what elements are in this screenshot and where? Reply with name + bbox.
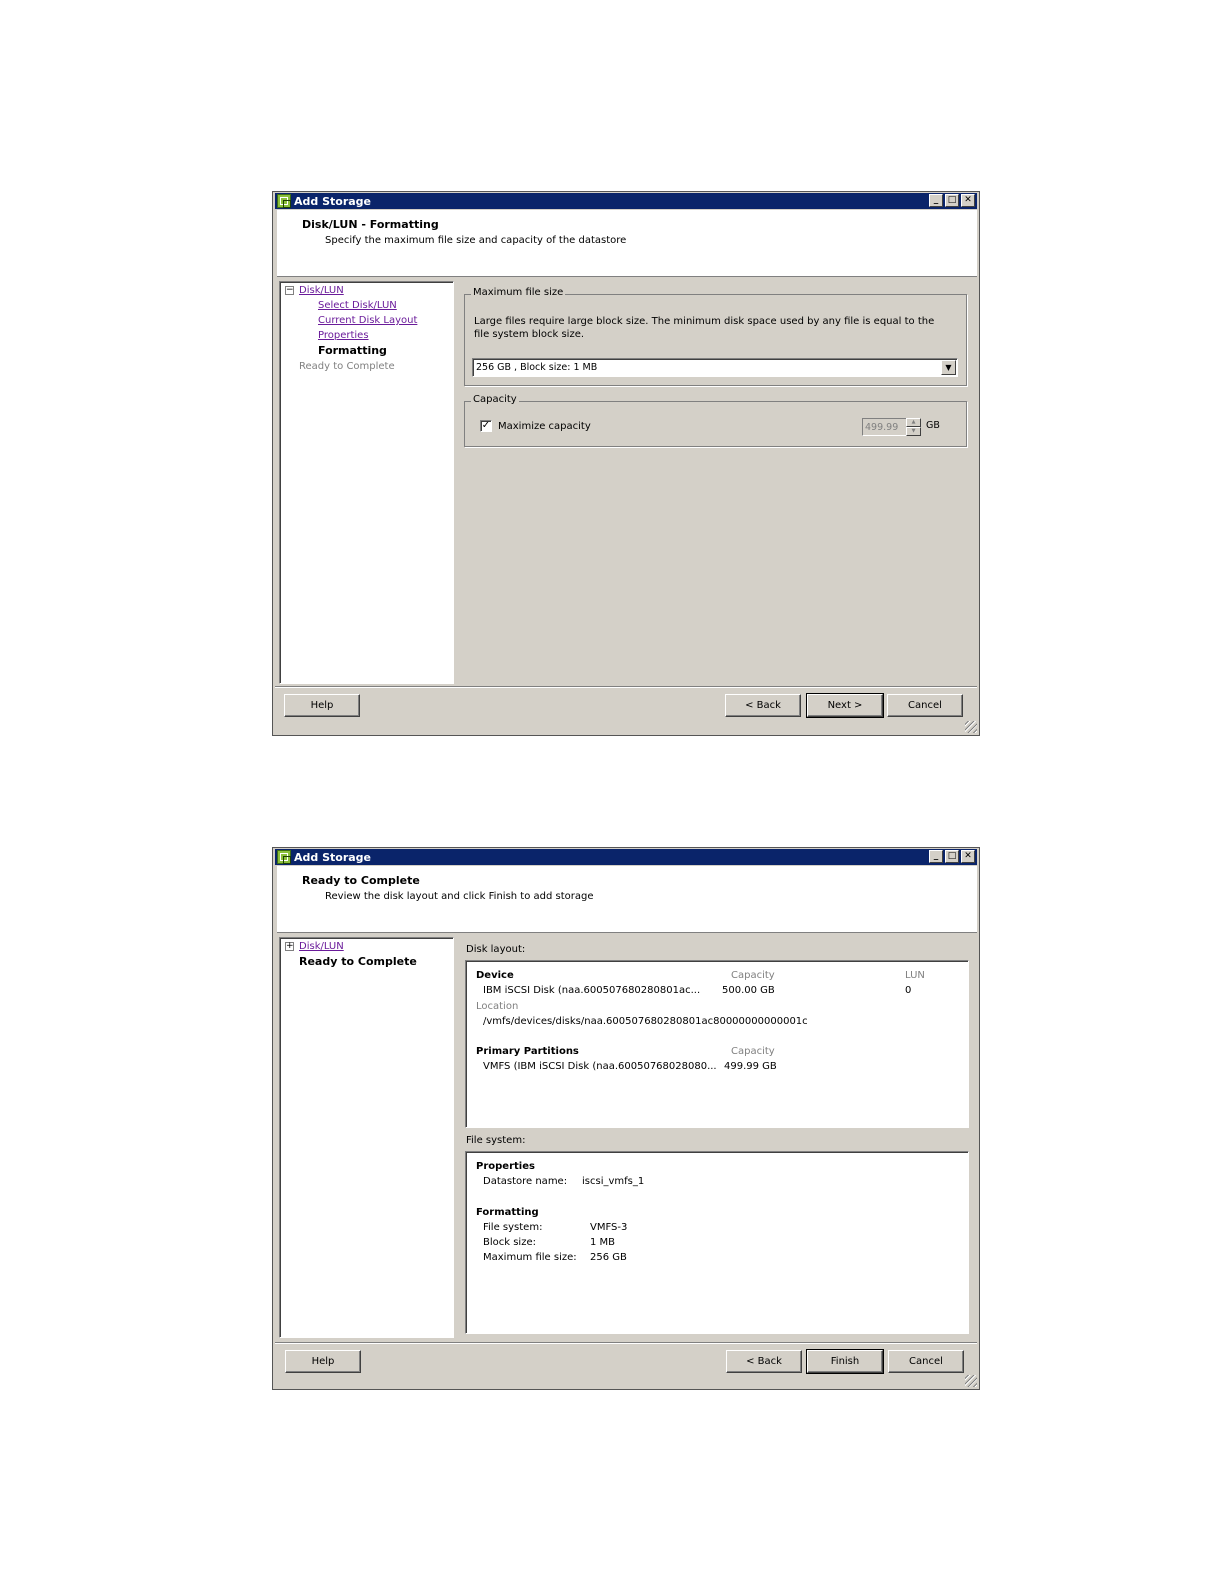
partitions-capacity-header: Capacity bbox=[731, 1046, 775, 1057]
file-system-label: File system: bbox=[466, 1135, 526, 1146]
minimize-button[interactable]: _ bbox=[929, 850, 943, 863]
partition-name: VMFS (IBM iSCSI Disk (naa.60050768028080... bbox=[483, 1061, 717, 1072]
chevron-down-icon[interactable]: ▼ bbox=[941, 360, 956, 375]
maximize-button[interactable]: □ bbox=[945, 850, 959, 863]
minimize-button[interactable]: _ bbox=[929, 194, 943, 207]
title-bar[interactable] bbox=[275, 193, 977, 209]
block-size-select[interactable] bbox=[472, 358, 958, 377]
disk-layout-label: Disk layout: bbox=[466, 944, 526, 955]
max-file-size-group bbox=[464, 287, 967, 386]
device-name: IBM iSCSI Disk (naa.600507680280801ac... bbox=[483, 985, 701, 996]
wizard-header bbox=[277, 866, 977, 933]
max-file-size-legend: Maximum file size bbox=[473, 287, 564, 298]
device-lun: 0 bbox=[905, 985, 912, 996]
close-button[interactable]: ✕ bbox=[961, 194, 975, 207]
capacity-group bbox=[464, 394, 967, 447]
close-button[interactable]: ✕ bbox=[961, 850, 975, 863]
window-title: Add Storage bbox=[294, 850, 372, 864]
back-button[interactable]: < Back bbox=[726, 1350, 802, 1373]
wizard-steps-nav bbox=[279, 937, 454, 1338]
datastore-name-value: iscsi_vmfs_1 bbox=[582, 1176, 645, 1187]
capacity-input[interactable]: 499.99 bbox=[862, 418, 907, 436]
nav-step-ready-to-complete: Ready to Complete bbox=[299, 361, 395, 372]
lun-header: LUN bbox=[905, 970, 925, 981]
vsphere-app-icon bbox=[277, 194, 291, 208]
location-header: Location bbox=[476, 1001, 519, 1012]
nav-step-properties[interactable]: Properties bbox=[318, 330, 369, 341]
vsphere-app-icon bbox=[277, 850, 291, 864]
nav-step-formatting: Formatting bbox=[318, 344, 387, 357]
cancel-button[interactable]: Cancel bbox=[887, 694, 963, 717]
nav-step-current-disk-layout[interactable]: Current Disk Layout bbox=[318, 315, 418, 326]
resize-grip-icon[interactable] bbox=[965, 721, 977, 733]
cancel-button[interactable]: Cancel bbox=[888, 1350, 964, 1373]
datastore-name-label: Datastore name: bbox=[483, 1176, 568, 1187]
partition-capacity: 499.99 GB bbox=[724, 1061, 777, 1072]
block-size-value: 256 GB , Block size: 1 MB bbox=[476, 362, 598, 373]
add-storage-dialog-formatting bbox=[272, 191, 980, 736]
next-button[interactable]: Next > bbox=[807, 694, 883, 717]
back-button[interactable]: < Back bbox=[725, 694, 801, 717]
block-size-value: 1 MB bbox=[590, 1237, 616, 1248]
help-button[interactable]: Help bbox=[284, 694, 360, 717]
wizard-content bbox=[456, 280, 977, 686]
page-title: Disk/LUN - Formatting bbox=[302, 218, 439, 231]
help-button[interactable]: Help bbox=[285, 1350, 361, 1373]
capacity-stepper[interactable] bbox=[906, 418, 921, 436]
footer-divider bbox=[275, 686, 977, 688]
capacity-header: Capacity bbox=[731, 970, 775, 981]
footer-divider bbox=[275, 1342, 977, 1344]
maximize-button[interactable]: □ bbox=[945, 194, 959, 207]
page-subtitle: Specify the maximum file size and capacity of the datastore bbox=[325, 235, 627, 246]
title-bar[interactable] bbox=[275, 849, 977, 865]
properties-header: Properties bbox=[476, 1161, 535, 1172]
max-file-size-description: Large files require large block size. The minimum disk space used by any file is equal to the file system block size. bbox=[474, 316, 935, 340]
spin-down-icon[interactable]: ▼ bbox=[906, 427, 921, 436]
maximize-capacity-checkbox[interactable]: ✓ bbox=[481, 420, 491, 431]
wizard-content bbox=[456, 936, 977, 1340]
wizard-header bbox=[277, 210, 977, 277]
page-subtitle: Review the disk layout and click Finish to add storage bbox=[325, 891, 594, 902]
page-title: Ready to Complete bbox=[302, 874, 420, 887]
disk-layout-panel bbox=[465, 960, 969, 1128]
resize-grip-icon[interactable] bbox=[965, 1375, 977, 1387]
wizard-steps-nav bbox=[279, 281, 454, 684]
file-system-type-label: File system: bbox=[483, 1222, 543, 1233]
window-title: Add Storage bbox=[294, 194, 372, 208]
nav-step-select-disk-lun[interactable]: Select Disk/LUN bbox=[318, 300, 397, 311]
max-file-size-value: 256 GB bbox=[590, 1252, 627, 1263]
spin-up-icon[interactable]: ▲ bbox=[906, 418, 921, 427]
nav-step-disk-lun[interactable]: Disk/LUN bbox=[299, 941, 344, 952]
finish-button[interactable]: Finish bbox=[807, 1350, 883, 1373]
add-storage-dialog-ready bbox=[272, 847, 980, 1390]
nav-step-ready-to-complete: Ready to Complete bbox=[299, 955, 417, 968]
formatting-header: Formatting bbox=[476, 1207, 539, 1218]
capacity-unit: GB bbox=[926, 420, 940, 431]
capacity-legend: Capacity bbox=[473, 394, 517, 405]
device-capacity: 500.00 GB bbox=[722, 985, 775, 996]
file-system-panel bbox=[465, 1151, 969, 1334]
file-system-type-value: VMFS-3 bbox=[590, 1222, 628, 1233]
nav-step-disk-lun[interactable]: Disk/LUN bbox=[299, 285, 344, 296]
block-size-label: Block size: bbox=[483, 1237, 536, 1248]
location-value: /vmfs/devices/disks/naa.600507680280801ac80000000000001c bbox=[483, 1016, 808, 1027]
expand-icon[interactable]: + bbox=[286, 941, 294, 951]
max-file-size-label: Maximum file size: bbox=[483, 1252, 577, 1263]
device-header: Device bbox=[476, 970, 514, 981]
partitions-header: Primary Partitions bbox=[476, 1046, 579, 1057]
collapse-icon[interactable]: − bbox=[286, 285, 294, 295]
maximize-capacity-label: Maximize capacity bbox=[498, 421, 591, 432]
